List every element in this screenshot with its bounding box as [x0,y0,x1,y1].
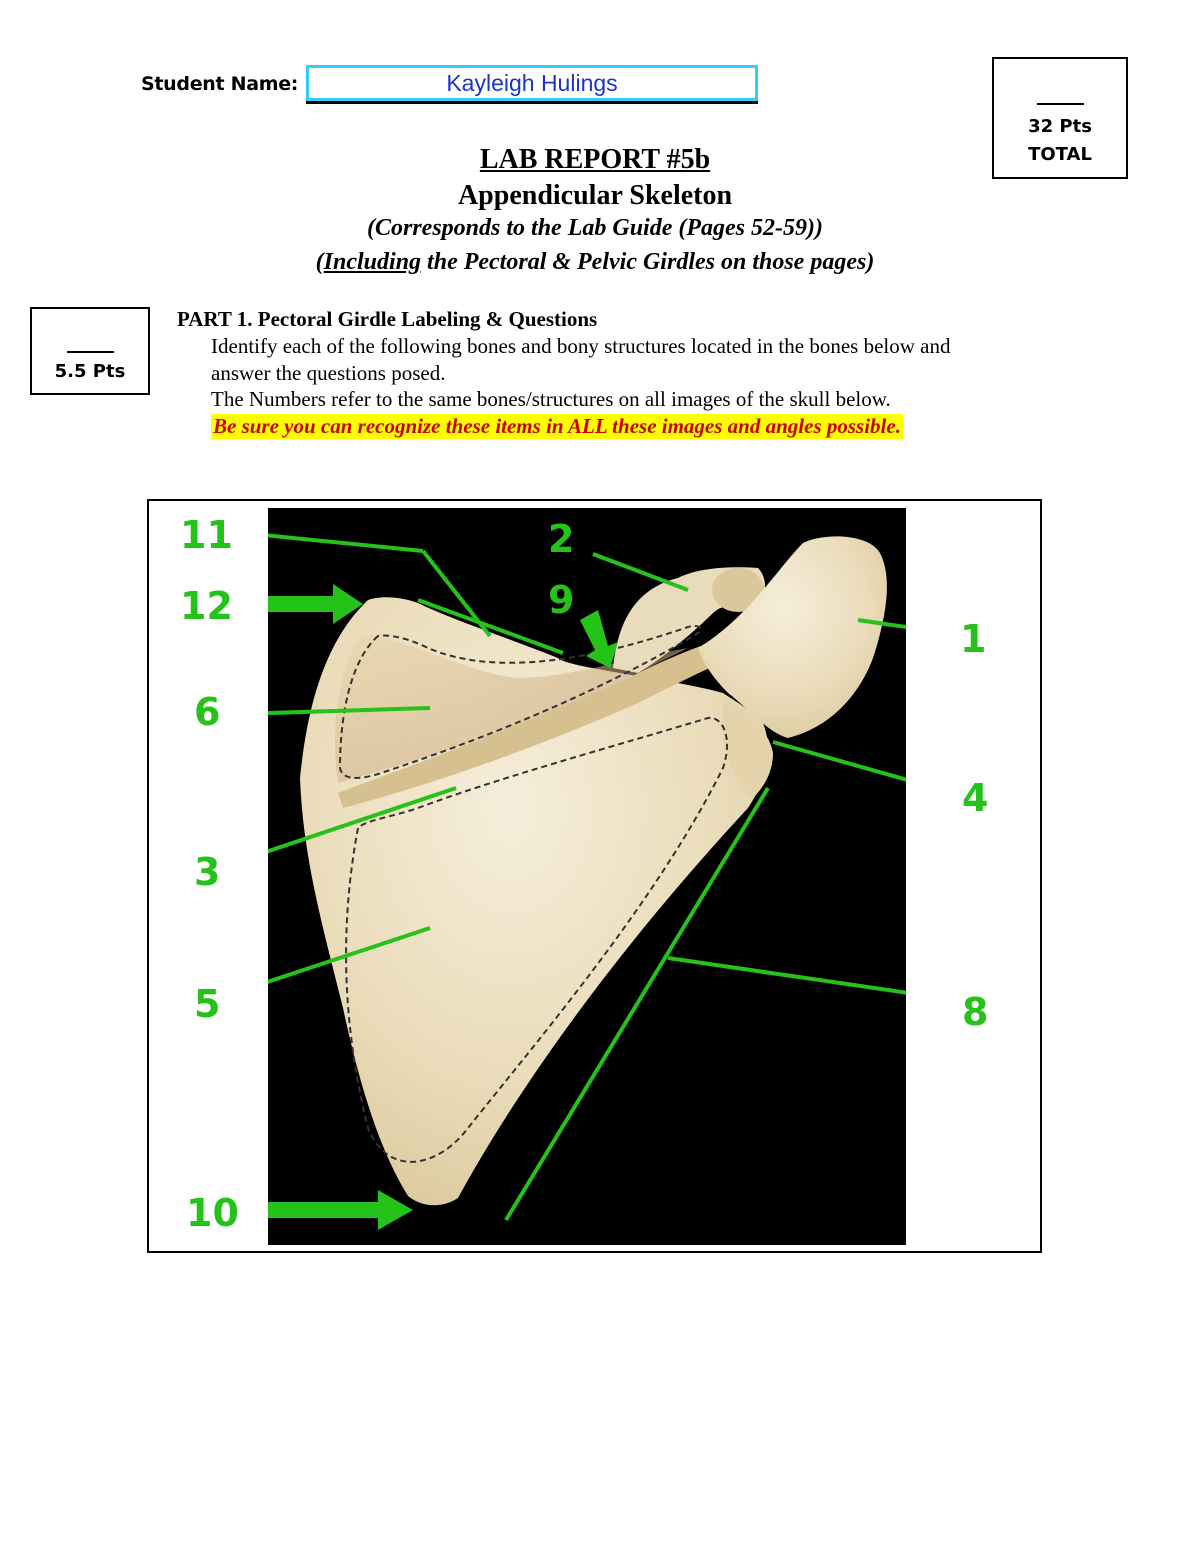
callout-4: 4 [962,776,989,820]
including-word: Including [323,249,422,275]
instruction-line-3: The Numbers refer to the same bones/structures on all images of the skull below. [211,387,891,411]
callout-1: 1 [960,617,987,661]
callout-11: 11 [180,513,233,557]
callout-9: 9 [548,578,575,622]
callout-8: 8 [962,990,989,1034]
callout-2: 2 [548,517,575,561]
callout-5: 5 [194,982,221,1026]
part1-score-box [30,307,150,395]
callout-10: 10 [186,1191,239,1235]
report-subject: Appendicular Skeleton [457,180,733,211]
student-name-field[interactable]: Kayleigh Hulings [306,65,758,101]
including-open-paren: ( [315,249,324,275]
callout-12: 12 [180,584,233,628]
score-blank-line[interactable] [1037,103,1084,105]
scapula-figure [268,508,906,1245]
report-including-note [0,249,1190,276]
highlighted-note: Be sure you can recognize these items in ALL these images and angles possible. [213,414,901,438]
report-title: LAB REPORT #5b [479,144,711,175]
callout-6: 6 [194,690,221,734]
student-name-label: Student Name: [141,73,299,95]
part1-heading: PART 1. Pectoral Girdle Labeling & Questions [177,307,598,331]
total-points-label: TOTAL [1028,144,1092,165]
part1-points-value: 5.5 Pts [54,361,126,382]
instruction-line-1: Identify each of the following bones and bony structures located in the bones below and [211,334,951,358]
callout-3: 3 [194,850,221,894]
total-points-value: 32 Pts [1028,116,1092,137]
part1-score-blank-line[interactable] [67,351,114,353]
including-rest: the Pectoral & Pelvic Girdles on those pages) [421,249,875,275]
instruction-line-2: answer the questions posed. [211,361,446,385]
report-reference: (Corresponds to the Lab Guide (Pages 52-59)) [367,215,823,241]
